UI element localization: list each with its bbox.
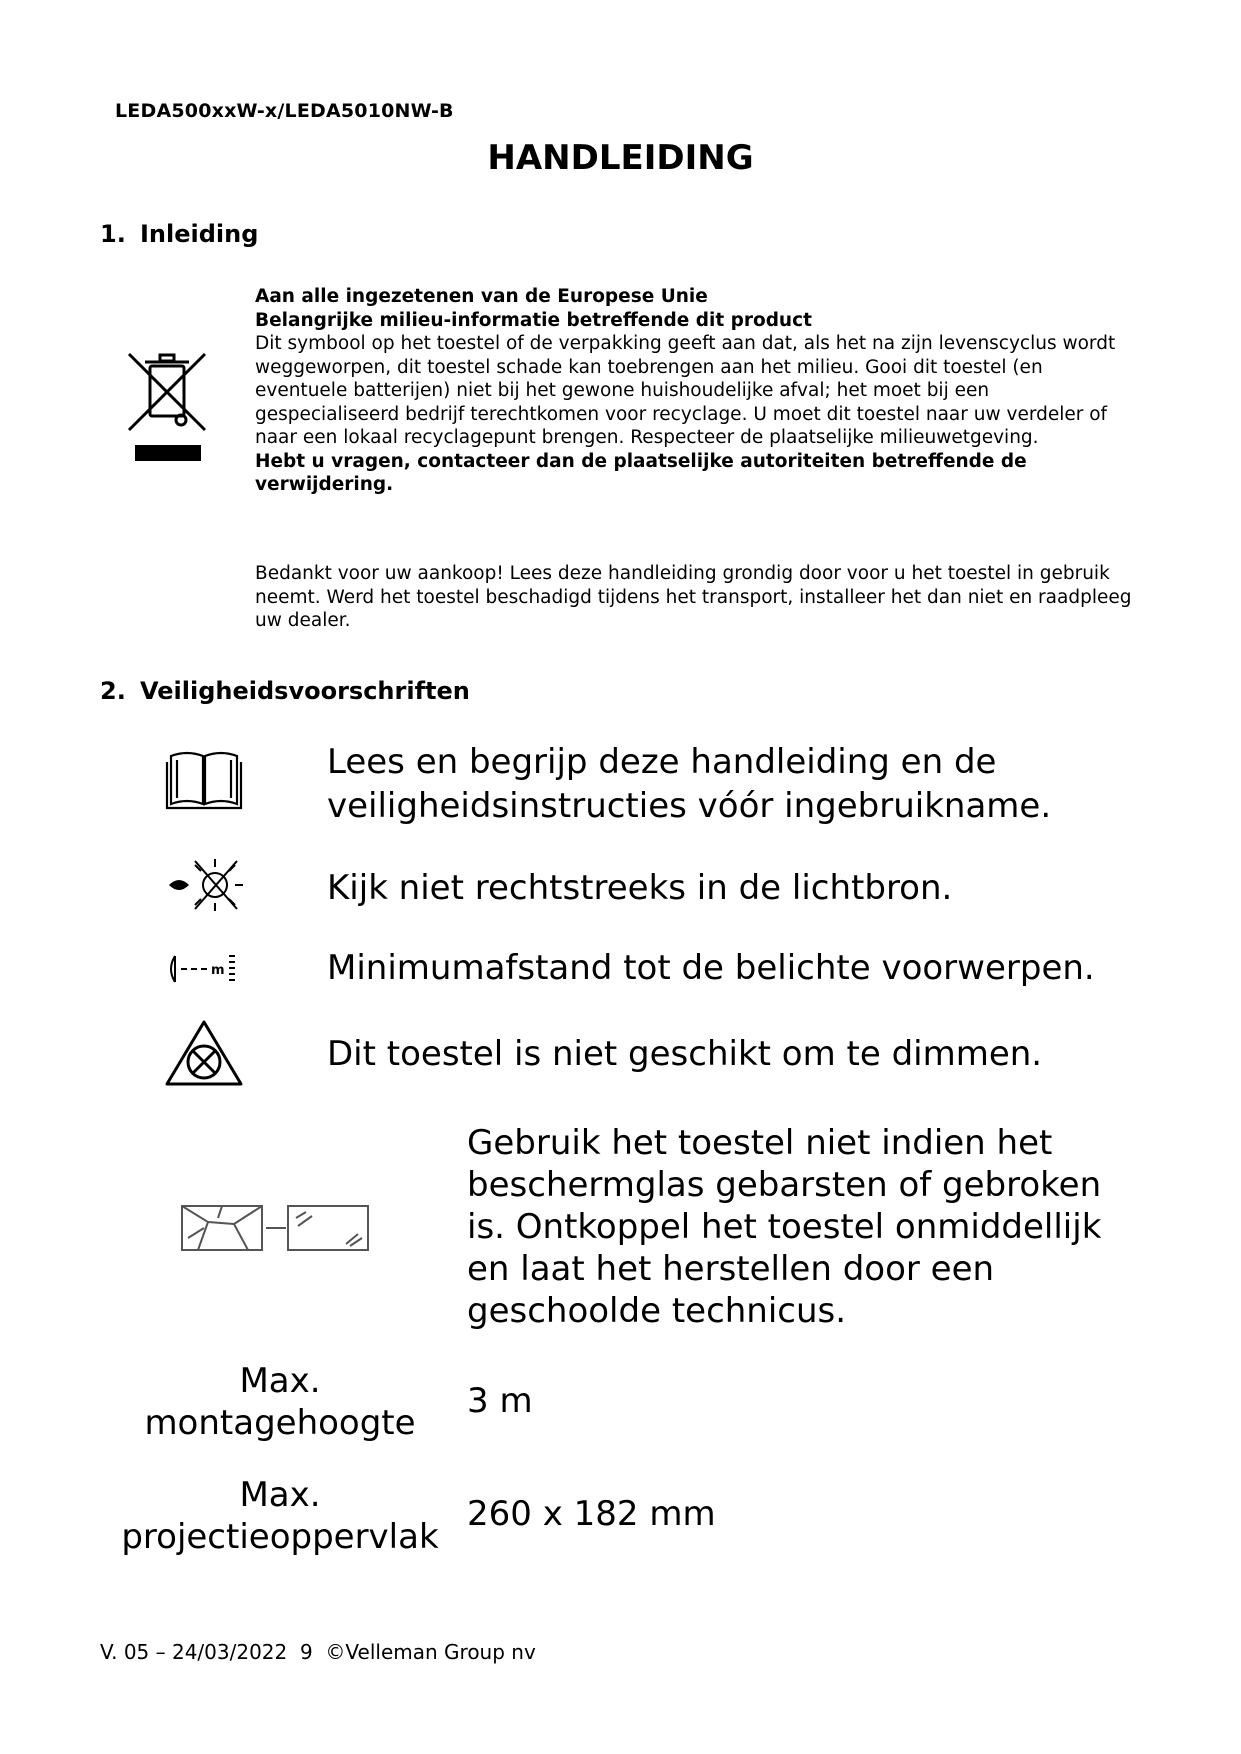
page-title-text: HANDLEIDING (487, 138, 754, 178)
page-title (0, 138, 1241, 178)
weee-crossed-bin-icon (125, 340, 210, 468)
svg-text:m: m (211, 963, 225, 978)
page-footer: V. 05 – 24/03/2022 9 ©Velleman Group nv (100, 1640, 536, 1664)
no-dimming-icon (163, 1018, 245, 1090)
section-1-number: 1. (100, 220, 126, 248)
thanks-text: Bedankt voor uw aankoop! Lees deze handleiding grondig door voor u het toestel in gebruik neemt. Werd het toestel beschadigd tijdens het transport, installeer het dan niet en raadpleeg uw dealer. (255, 563, 1132, 631)
section-2-heading (100, 677, 470, 705)
section-2-title: Veiligheidsvoorschriften (140, 677, 470, 705)
spec-value-mounting-height: 3 m (467, 1381, 533, 1421)
manual-book-icon (165, 748, 243, 812)
safety-text-read-manual: Lees en begrijp deze handleiding en de veiligheidsinstructies vóór ingebruikname. (327, 742, 1052, 826)
section-1-heading (100, 220, 258, 248)
broken-glass-icon (178, 1198, 374, 1260)
spec-label-projection-area: Max. projectieoppervlak (121, 1475, 439, 1557)
weee-notice-body: Dit symbool op het toestel of de verpakking geeft aan dat, als het na zijn levenscyclus wordt weggeworpen, dit toestel schade kan toebrengen aan het milieu. Gooi dit toestel (en eventuele batterijen) niet bij het gewone huishoudelijke afval; het moet bij een gespecialiseerd bedrijf terechtkomen voor recyclage. U moet dit toestel naar uw verdeler of naar een lokaal recyclagepunt brengen. Respecteer de plaatselijke milieuwetgeving. (255, 333, 1116, 448)
model-number: LEDA500xxW-x/LEDA5010NW-B (115, 100, 454, 122)
weee-notice-contact: Hebt u vragen, contacteer dan de plaatselijke autoriteiten betreffende de verwijdering. (255, 450, 1027, 495)
weee-notice-heading-1: Aan alle ingezetenen van de Europese Unie (255, 286, 708, 307)
weee-notice (255, 285, 1135, 497)
safety-text-min-distance: Minimumafstand tot de belichte voorwerpen. (327, 948, 1095, 988)
minimum-distance-icon (165, 952, 245, 986)
section-1-title: Inleiding (140, 220, 259, 248)
spec-value-projection-area: 260 x 182 mm (467, 1494, 716, 1534)
weee-notice-heading-2: Belangrijke milieu-informatie betreffende dit product (255, 309, 812, 331)
no-look-light-icon (165, 855, 245, 915)
thanks-paragraph (255, 562, 1135, 633)
section-2-number: 2. (100, 677, 126, 705)
safety-text-no-look: Kijk niet rechtstreeks in de lichtbron. (327, 868, 953, 908)
safety-text-no-dimming: Dit toestel is niet geschikt om te dimmen. (327, 1034, 1043, 1074)
safety-text-broken-glass: Gebruik het toestel niet indien het beschermglas gebarsten of gebroken is. Ontkoppel het toestel onmiddellijk en laat het herstellen door een geschoolde technicus. (467, 1123, 1102, 1331)
spec-label-mounting-height: Max. montagehoogte (144, 1361, 416, 1443)
